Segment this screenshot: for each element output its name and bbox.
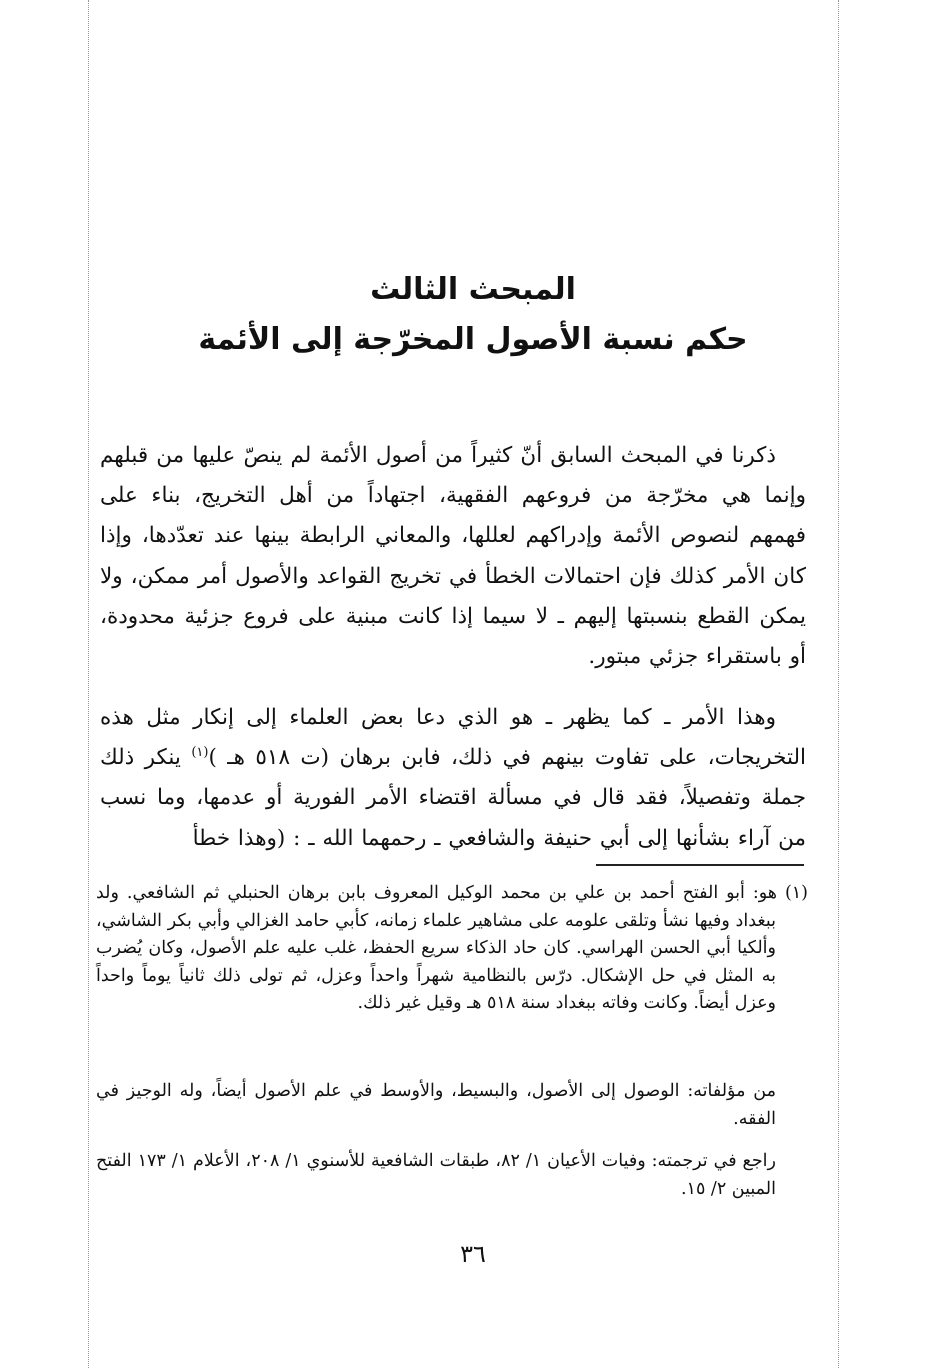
paragraph-text: ذكرنا في المبحث السابق أنّ كثيراً من أصول الأئمة لم ينصّ عليها من قبلهم وإنما هي مخرّجة من فروعهم الفقهية، اجتهاداً من أهل التخريج، بناء على فهمهم لنصوص الأئمة وإدراكهم لعللها، والمعاني الرابطة بينها عند تعدّدها، وإذا كان الأمر كذلك فإن احتمالات الخطأ في تخريج القواعد والأصول أمر ممكن، ولا يمكن القطع بنسبتها إليهم ـ لا سيما إذا كانت مبنية على فروع جزئية محدودة، أو باستقراء جزئي مبتور. xyxy=(100,443,806,670)
paragraph-text-part: ينكر ذلك جملة وتفصيلاً، فقد قال في مسألة اقتضاء الأمر الفورية أو عدمها، وما نسب من آراء بشأنها إلى أبي حنيفة والشافعي ـ رحمهما الله ـ : (وهذا خطأ xyxy=(100,745,806,851)
footnote-works xyxy=(96,1078,808,1133)
section-heading: المبحث الثالث xyxy=(370,272,576,307)
footnote-sources xyxy=(96,1148,808,1203)
footnote-reference: (١) xyxy=(191,745,209,761)
paragraph-text-part: وهذا الأمر ـ كما يظهر ـ هو الذي دعا بعض العلماء إلى إنكار مثل هذه التخريجات، على تفاوت بينهم في ذلك، فابن برهان (ت ٥١٨ هـ ) xyxy=(100,705,806,771)
footnote-text: من مؤلفاته: الوصول إلى الأصول، والبسيط، والأوسط في علم الأصول أيضاً، وله الوجيز في الفقه. xyxy=(96,1081,776,1129)
paragraph-text xyxy=(100,698,806,859)
footnote-1 xyxy=(96,880,808,1018)
body-paragraph-1 xyxy=(100,436,806,677)
footnote-text: راجع في ترجمته: وفيات الأعيان ١/ ٨٢، طبقات الشافعية للأسنوي ١/ ٢٠٨، الأعلام ١/ ١٧٣ الفتح المبين ٢/ ١٥. xyxy=(96,1151,776,1199)
page-number: ٣٦ xyxy=(460,1240,486,1268)
scan-guide-line xyxy=(838,0,839,1368)
footnote-marker: (١) xyxy=(777,883,808,903)
footnote-separator xyxy=(596,864,804,866)
body-paragraph-2 xyxy=(100,698,806,859)
footnote-text: هو: أبو الفتح أحمد بن علي بن محمد الوكيل المعروف بابن برهان الحنبلي ثم الشافعي. ولد ببغداد وفيها نشأ وتلقى علومه على مشاهير علماء زمانه، كأبي حامد الغزالي وأبي بكر الشاشي، وألكيا أبي الحسن الهراسي. كان حاد الذكاء سريع الحفظ، غلب عليه علم الأصول، وكان يُضرب به المثل في حل الإشكال. درّس بالنظامية شهراً واحداً وعزل، ثم تولى ذلك ثانياً يوماً واحداً وعزل أيضاً. وكانت وفاته ببغداد سنة ٥١٨ هـ وقيل غير ذلك. xyxy=(96,883,778,1013)
scan-guide-line xyxy=(88,0,89,1368)
section-title: حكم نسبة الأصول المخرّجة إلى الأئمة xyxy=(198,322,748,357)
